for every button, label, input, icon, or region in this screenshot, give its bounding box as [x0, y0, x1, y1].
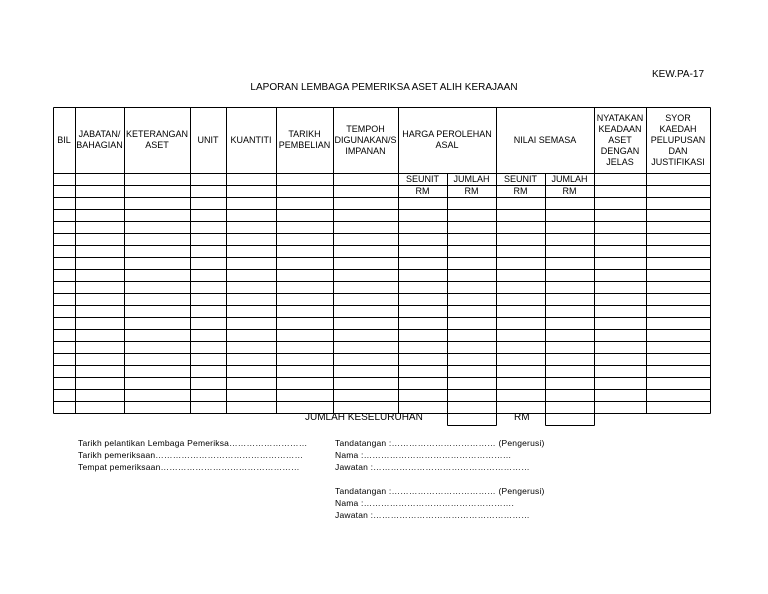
name-1-field: Nama :……………………………………………	[335, 450, 512, 460]
col-header-jabatan: JABATAN/ BAHAGIAN	[76, 129, 123, 150]
col-header-tempoh: TEMPOH DIGUNAKAN/S IMPANAN	[334, 123, 397, 156]
signature-2-field: Tandatangan :……………………………… (Pengerusi)	[335, 486, 545, 496]
col-header-keterangan: KETERANGAN ASET	[125, 129, 188, 150]
subheader-nilai-seunit: SEUNIT	[503, 174, 537, 184]
col-header-unit: UNIT	[197, 134, 219, 145]
signature-1-field: Tandatangan :……………………………… (Pengerusi)	[335, 438, 545, 448]
col-header-syor: SYOR KAEDAH PELUPUSAN DAN JUSTIFIKASI	[650, 112, 706, 167]
position-2-field: Jawatan :………………………………………………	[335, 510, 530, 520]
name-2-field: Nama :…………………………………………….	[335, 498, 515, 508]
currency-harga-jumlah: RM	[464, 186, 479, 196]
inspection-date-field: Tarikh pemeriksaan……………………………………………	[78, 450, 304, 460]
currency-nilai-seunit: RM	[513, 186, 528, 196]
col-header-kuantiti: KUANTITI	[230, 134, 272, 145]
inspection-place-field: Tempat pemeriksaan…………………………………………	[78, 462, 300, 472]
form-code: KEW.PA-17	[652, 69, 705, 80]
subheader-harga-seunit: SEUNIT	[405, 174, 439, 184]
subheader-nilai-jumlah: JUMLAH	[551, 174, 588, 184]
currency-nilai-jumlah: RM	[562, 186, 577, 196]
col-header-nyatakan: NYATAKAN KEADAAN ASET DENGAN JELAS	[596, 112, 644, 167]
col-header-bil: BIL	[57, 134, 71, 145]
col-header-nilai: NILAI SEMASA	[513, 134, 577, 145]
subheader-harga-jumlah: JUMLAH	[453, 174, 490, 184]
total-label: JUMLAH KESELURUHAN	[305, 412, 423, 423]
form-title: LAPORAN LEMBAGA PEMERIKSA ASET ALIH KERAJAAN	[250, 82, 518, 93]
col-header-harga: HARGA PEROLEHAN ASAL	[402, 129, 492, 150]
col-header-tarikh: TARIKH PEMBELIAN	[278, 129, 331, 150]
appointment-date-field: Tarikh pelantikan Lembaga Pemeriksa………………………	[78, 438, 308, 448]
total-currency: RM	[514, 412, 530, 423]
position-1-field: Jawatan :………………………………………………	[335, 462, 530, 472]
currency-harga-seunit: RM	[415, 186, 430, 196]
